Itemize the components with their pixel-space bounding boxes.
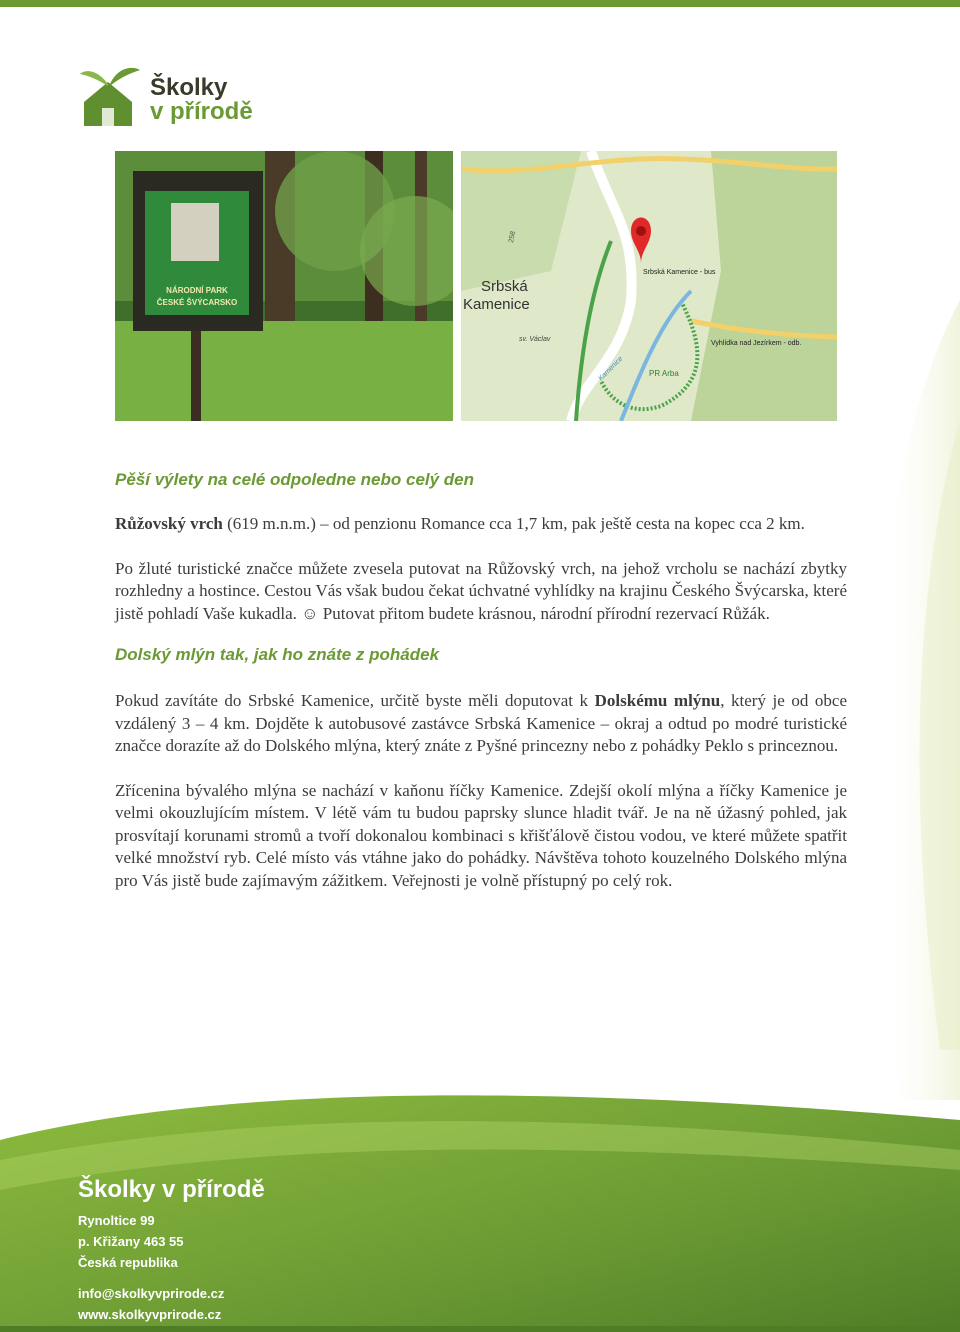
text-mill-intro-a: Pokud zavítáte do Srbské Kamenice, určitě byste měli doputovat k [115,691,595,710]
footer-email-link[interactable]: info@skolkyvprirode.cz [78,1286,225,1301]
logo-line-1: Školky [150,74,228,101]
map-road-number: 258 [508,230,517,244]
bold-dolsky-mlyn: Dolskému mlýnu [594,691,721,710]
paragraph-dolsky-mlyn-intro [115,690,847,758]
map-place-name-line-1: Srbská [481,278,528,295]
map-place-name-line-2: Kamenice [463,296,530,313]
footer-contact [78,1283,224,1325]
map-bus-label: Srbská Kamenice - bus [643,269,716,276]
text-ruzovsky-distance: (619 m.n.m.) – od penzionu Romance cca 1,7 km, pak ještě cesta na kopec cca 2 km. [222,514,805,533]
footer-address-line: p. Křižany 463 55 [78,1234,184,1249]
section-heading-hikes: Pěší výlety na celé odpoledne nebo celý den [115,470,475,489]
map-church-label: sv. Václav [519,336,551,343]
logo-line-2: v přírodě [150,98,253,125]
map-reserve-label: PR Arba [649,369,679,378]
sign-text-line-2: ČESKÉ ŠVÝCARSKO [156,298,238,307]
footer-web-link[interactable]: www.skolkyvprirode.cz [78,1307,222,1322]
map-view-label: Vyhlídka nad Jezírkem - odb. [711,340,802,347]
section-heading-mill: Dolský mlýn tak, jak ho znáte z pohádek [115,645,440,664]
route-map [461,151,837,421]
footer-title: Školky v přírodě [78,1176,265,1203]
national-park-sign-photo [115,151,453,421]
logo-wordmark [150,76,253,124]
article-content [115,470,847,892]
paragraph-yellow-trail: Po žluté turistické značce můžete zvesela putovat na Růžovský vrch, na jehož vrcholu se nachází zbytky rozhledny a hostince. Cestou Vás však budou čekat úchvatné vyhlídky na krajinu Českého Švýcarska, které jistě pohladí Vaše kukadla. ☺ Putovat přitom budete krásnou, národní přírodní rezervací Růžák. [115,558,847,623]
footer-address-line: Rynoltice 99 [78,1213,155,1228]
sign-text-line-1: NÁRODNÍ PARK [166,286,228,295]
paragraph-mill-ruins: Zřícenina bývalého mlýna se nachází v kaňonu říčky Kamenice. Zdejší okolí mlýna a říčky Kamenice je velmi okouzlujícím místem. V létě vám tu budou paprsky slunce hladit tvář. Je na ně úžasný pohled, jak prosvítají korunami stromů a tvoří dokonalou kombinaci s křišťálově čistou vodou, ve které můžete spatřit velké množství ryb. Celé místo vás vtáhne jako do pohádky. Návštěva tohoto kouzelného Dolského mlýna pro Vás jistě bude zajímavým zážitkem. Veřejnosti je volně přístupný po celý rok. [115,780,847,890]
map-river-label: Kamenice [597,355,625,383]
paragraph-ruzovsky-vrch [115,513,847,536]
footer-address [78,1210,184,1273]
text-mill-intro-b: , který je od obce vzdálený 3 – 4 km. Dojděte k autobusové zastávce Srbská Kamenice – okraj a odtud po modré turistické značce dorazíte až do Dolského mlýna, který znáte z Pyšné princezny nebo z pohádky Peklo s princeznou. [115,691,847,755]
footer-address-line: Česká republika [78,1255,178,1270]
bold-ruzovsky-vrch: Růžovský vrch [115,514,223,533]
